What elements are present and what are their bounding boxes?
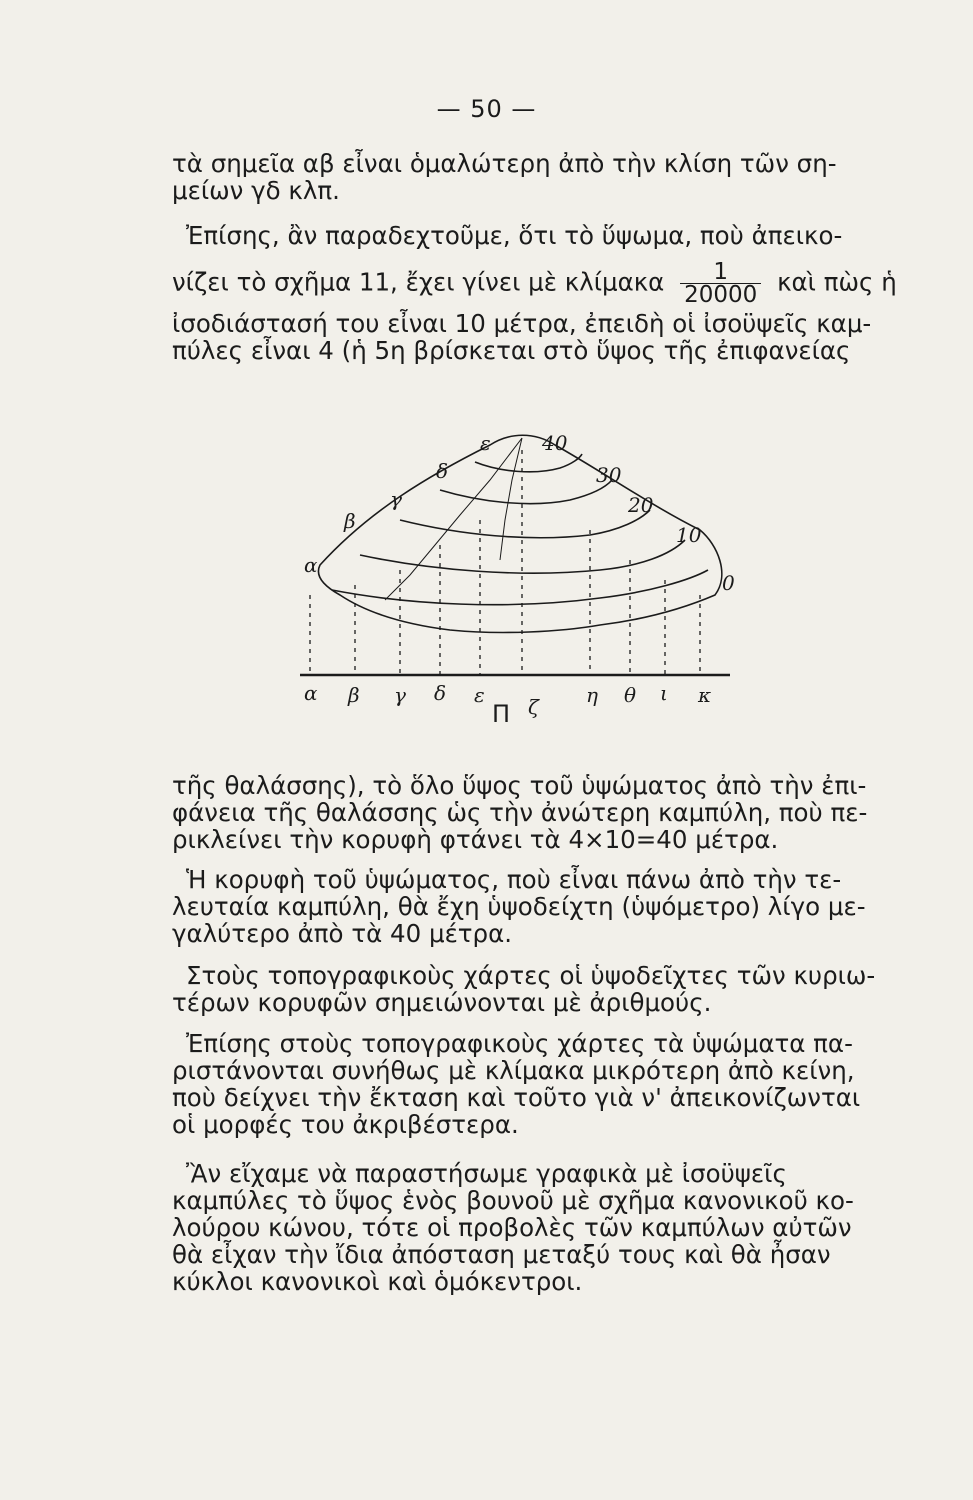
base-label: ε — [474, 683, 485, 707]
text-line: Ἐπίσης στοὺς τοπογραφικοὺς χάρτες τὰ ὑψώματα πα- — [186, 1029, 853, 1058]
text-line: γαλύτερο ἀπὸ τὰ 40 μέτρα. — [172, 919, 513, 948]
text-line: ἰσοδιάστασή του εἶναι 10 μέτρα, ἐπειδὴ οἱ ἰσοϋψεῖς καμ- — [172, 309, 872, 338]
paragraph-scale-maps — [172, 1030, 882, 1138]
base-label: κ — [698, 683, 712, 707]
base-label: γ — [394, 683, 406, 707]
base-label: ι — [660, 681, 668, 705]
text-line: οἱ μορφές του ἀκριβέστερα. — [172, 1110, 519, 1139]
paragraph-total-height — [172, 772, 882, 853]
base-label: θ — [624, 683, 637, 707]
text-line-with-fraction — [172, 259, 897, 308]
text-line: Στοὺς τοπογραφικοὺς χάρτες οἱ ὑψοδεῖχτες τῶν κυριω- — [186, 961, 876, 990]
paragraph-slope — [172, 150, 882, 204]
text-line: λευταία καμπύλη, θὰ ἔχη ὑψοδείχτη (ὑψόμετρο) λίγο με- — [172, 892, 866, 921]
hill-outline — [318, 435, 721, 632]
contour-hill-figure — [260, 420, 760, 750]
text-line: Ἂν εἴχαμε νὰ παραστήσωμε γραφικὰ μὲ ἰσοϋψεῖς — [186, 1159, 787, 1188]
text-line: Ἐπίσης, ἂν παραδεχτοῦμε, ὅτι τὸ ὕψωμα, ποὺ ἀπεικο- — [186, 221, 843, 250]
text-line: πύλες εἶναι 4 (ἡ 5η βρίσκεται στὸ ὕψος τῆς ἐπιφανείας — [172, 336, 851, 365]
text-line: τῆς θαλάσσης), τὸ ὅλο ὕψος τοῦ ὑψώματος ἀπὸ τὴν ἐπι- — [172, 771, 867, 800]
height-label: 10 — [676, 523, 702, 547]
text-line: Ἡ κορυφὴ τοῦ ὑψώματος, ποὺ εἶναι πάνω ἀπὸ τὴν τε- — [186, 865, 842, 894]
hill-drawing — [260, 420, 760, 750]
paragraph-peak — [172, 866, 882, 947]
text-line: ρικλείνει τὴν κορυφὴ φτάνει τὰ 4×10=40 μέτρα. — [172, 825, 779, 854]
text-line: ριστάνονται συνήθως μὲ κλίμακα μικρότερη ἀπὸ κείνη, — [172, 1056, 855, 1085]
fraction-denominator: 20000 — [684, 282, 758, 308]
base-label: α — [304, 681, 318, 705]
paragraph-scale — [172, 221, 897, 365]
slope-label: ε — [480, 431, 491, 455]
text-fragment: καὶ πὼς ἡ — [777, 267, 897, 297]
base-label: δ — [434, 681, 447, 705]
fraction-numerator: 1 — [680, 261, 761, 284]
paragraph-cone — [172, 1160, 882, 1295]
scale-fraction — [680, 261, 761, 306]
text-line: κύκλοι κανονικοὶ καὶ ὁμόκεντροι. — [172, 1267, 583, 1296]
slope-label: α — [304, 553, 318, 577]
height-label: 30 — [596, 463, 622, 487]
contour-40 — [475, 454, 582, 472]
base-label: η — [586, 683, 598, 707]
plan-label: Π — [492, 700, 511, 728]
contour-20 — [400, 510, 650, 538]
contour-30 — [440, 480, 612, 504]
text-line: λούρου κώνου, τότε οἱ προβολὲς τῶν καμπύλων αὐτῶν — [172, 1213, 852, 1242]
height-label: 0 — [722, 571, 735, 595]
slope-line — [385, 438, 522, 600]
slope-line — [500, 438, 522, 560]
text-line: ποὺ δείχνει τὴν ἔκταση καὶ τοῦτο γιὰ ν' ἀπεικονίζωνται — [172, 1083, 861, 1112]
text-line: μείων γδ κλπ. — [172, 176, 340, 205]
text-line: φάνεια τῆς θαλάσσης ὡς τὴν ἀνώτερη καμπύλη, ποὺ πε- — [172, 798, 868, 827]
slope-label: γ — [390, 487, 402, 511]
text-line: καμπύλες τὸ ὕψος ἑνὸς βουνοῦ μὲ σχῆμα κανονικοῦ κο- — [172, 1186, 854, 1215]
text-line: τέρων κορυφῶν σημειώνονται μὲ ἀριθμούς. — [172, 988, 712, 1017]
slope-label: β — [344, 509, 356, 533]
base-label: β — [348, 683, 360, 707]
paragraph-maps — [172, 962, 882, 1016]
height-label: 20 — [628, 493, 654, 517]
text-line: τὰ σημεῖα αβ εἶναι ὁμαλώτερη ἀπὸ τὴν κλίση τῶν ση- — [172, 149, 837, 178]
text-line: θὰ εἶχαν τὴν ἴδια ἀπόσταση μεταξύ τους καὶ θὰ ἦσαν — [172, 1240, 831, 1269]
height-label: 40 — [542, 431, 568, 455]
contour-0 — [332, 570, 708, 605]
slope-label: δ — [436, 459, 449, 483]
text-fragment: νίζει τὸ σχῆμα 11, ἔχει γίνει μὲ κλίμακα — [172, 267, 665, 297]
page-number: — 50 — — [436, 95, 537, 123]
base-label: ζ — [528, 695, 539, 719]
